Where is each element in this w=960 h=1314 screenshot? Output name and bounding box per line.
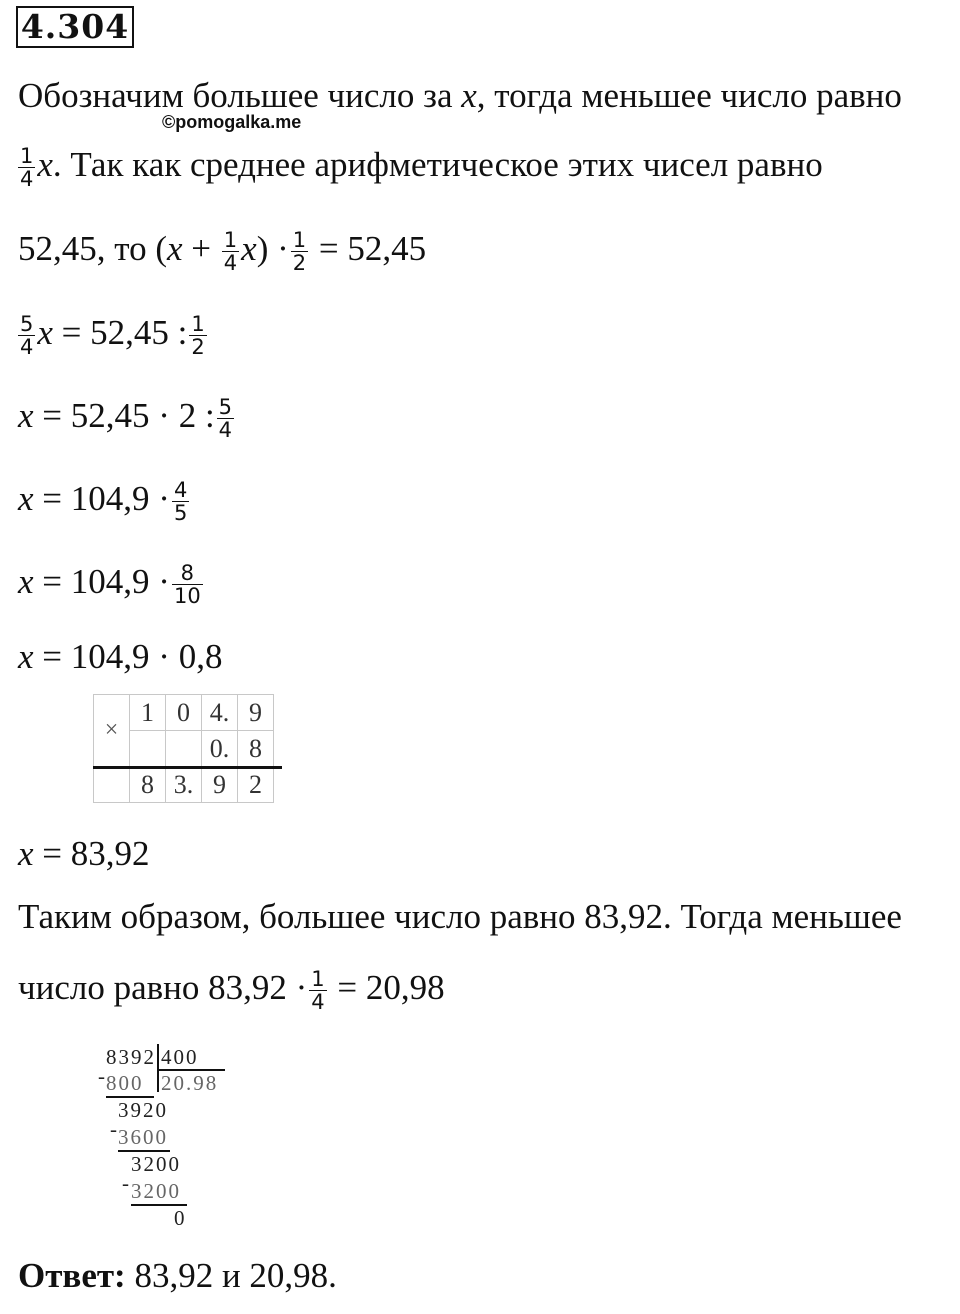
fraction: $\frac{4}{5}$: [173, 478, 188, 526]
table-cell: 0: [166, 695, 202, 731]
problem-number: 4.304: [16, 6, 134, 48]
table-cell: [94, 767, 130, 803]
variable-x: x: [37, 145, 53, 184]
dividend: 8392: [106, 1045, 156, 1069]
division-step: 3920: [118, 1098, 168, 1122]
fraction: $\frac{1}{4}$: [223, 228, 238, 276]
table-cell: [130, 731, 166, 767]
minus-sign: -: [122, 1171, 131, 1195]
equation-line-3: 52,45, то (x + $\frac{1}{4}$ x) · $\frac{1}{2}$ = 52,45: [18, 228, 427, 276]
quotient: 20.98: [161, 1071, 219, 1095]
minus-sign: -: [98, 1064, 107, 1088]
text-segment: Обозначим большее число за: [18, 76, 462, 115]
fraction: $\frac{5}{4}$: [20, 312, 34, 360]
variable-x: x: [18, 479, 34, 518]
variable-x: x: [167, 229, 183, 268]
table-cell: 3.: [166, 767, 202, 803]
text-segment: , тогда меньшее число равно: [476, 76, 902, 115]
table-cell: 8: [238, 731, 274, 767]
table-row: [94, 767, 274, 803]
table-cell: 2: [238, 767, 274, 803]
multiplication-table: [93, 694, 274, 803]
division-step: 3200: [131, 1152, 181, 1176]
division-step: 800: [106, 1071, 144, 1095]
table-cell: 9: [238, 695, 274, 731]
text-segment: . Так как среднее арифметическое этих чисел равно: [52, 145, 823, 184]
variable-x: x: [18, 562, 34, 601]
fraction: $\frac{1}{2}$: [191, 312, 205, 360]
text-line-1: [18, 76, 902, 116]
fraction: $\frac{1}{2}$: [292, 228, 307, 276]
equation-line-9: x = 83,92: [18, 834, 150, 873]
fraction: $\frac{1}{4}$: [311, 967, 325, 1015]
variable-x: x: [461, 76, 477, 115]
table-cell: 9: [202, 767, 238, 803]
multiplication-result-line: [93, 766, 282, 769]
variable-x: x: [18, 396, 34, 435]
watermark: ©pomogalka.me: [162, 112, 302, 132]
division-remainder: 0: [174, 1206, 187, 1230]
text-line-10: Таким образом, большее число равно 83,92. Тогда меньшее: [18, 897, 902, 936]
equation-line-7: x = 104,9 · $\frac{8}{10}$: [18, 561, 201, 609]
divisor: 400: [161, 1045, 199, 1069]
equation-line-11: число равно 83,92 · $\frac{1}{4}$ = 20,98: [18, 967, 445, 1015]
division-step: 3200: [131, 1179, 181, 1203]
answer-line: [18, 1256, 337, 1296]
division-bar: [157, 1044, 159, 1092]
fraction: $\frac{5}{4}$: [218, 395, 233, 443]
division-step: 3600: [118, 1125, 168, 1149]
minus-sign: -: [110, 1117, 119, 1141]
table-cell: 0.: [202, 731, 238, 767]
equation-line-6: x = 104,9 · $\frac{4}{5}$: [18, 478, 188, 526]
fraction: $\frac{1}{4}$: [20, 144, 34, 192]
table-cell: 8: [130, 767, 166, 803]
table-cell: 1: [130, 695, 166, 731]
answer-label: Ответ:: [18, 1256, 126, 1295]
equation-line-4: $\frac{5}{4}$ x = 52,45 : $\frac{1}{2}$: [20, 312, 205, 360]
times-sign: ×: [94, 695, 130, 767]
fraction: $\frac{8}{10}$: [173, 561, 201, 609]
variable-x: x: [37, 313, 53, 352]
variable-x: x: [18, 637, 34, 676]
answer-text: 83,92 и 20,98.: [125, 1256, 337, 1295]
text-line-2: [16, 145, 823, 190]
table-cell: 4.: [202, 695, 238, 731]
table-row: [94, 695, 274, 731]
table-cell: [166, 731, 202, 767]
variable-x: x: [18, 834, 34, 873]
equation-line-5: x = 52,45 · 2 : $\frac{5}{4}$: [18, 395, 233, 443]
equation-line-8: x = 104,9 · 0,8: [18, 637, 223, 676]
variable-x: x: [241, 229, 257, 268]
